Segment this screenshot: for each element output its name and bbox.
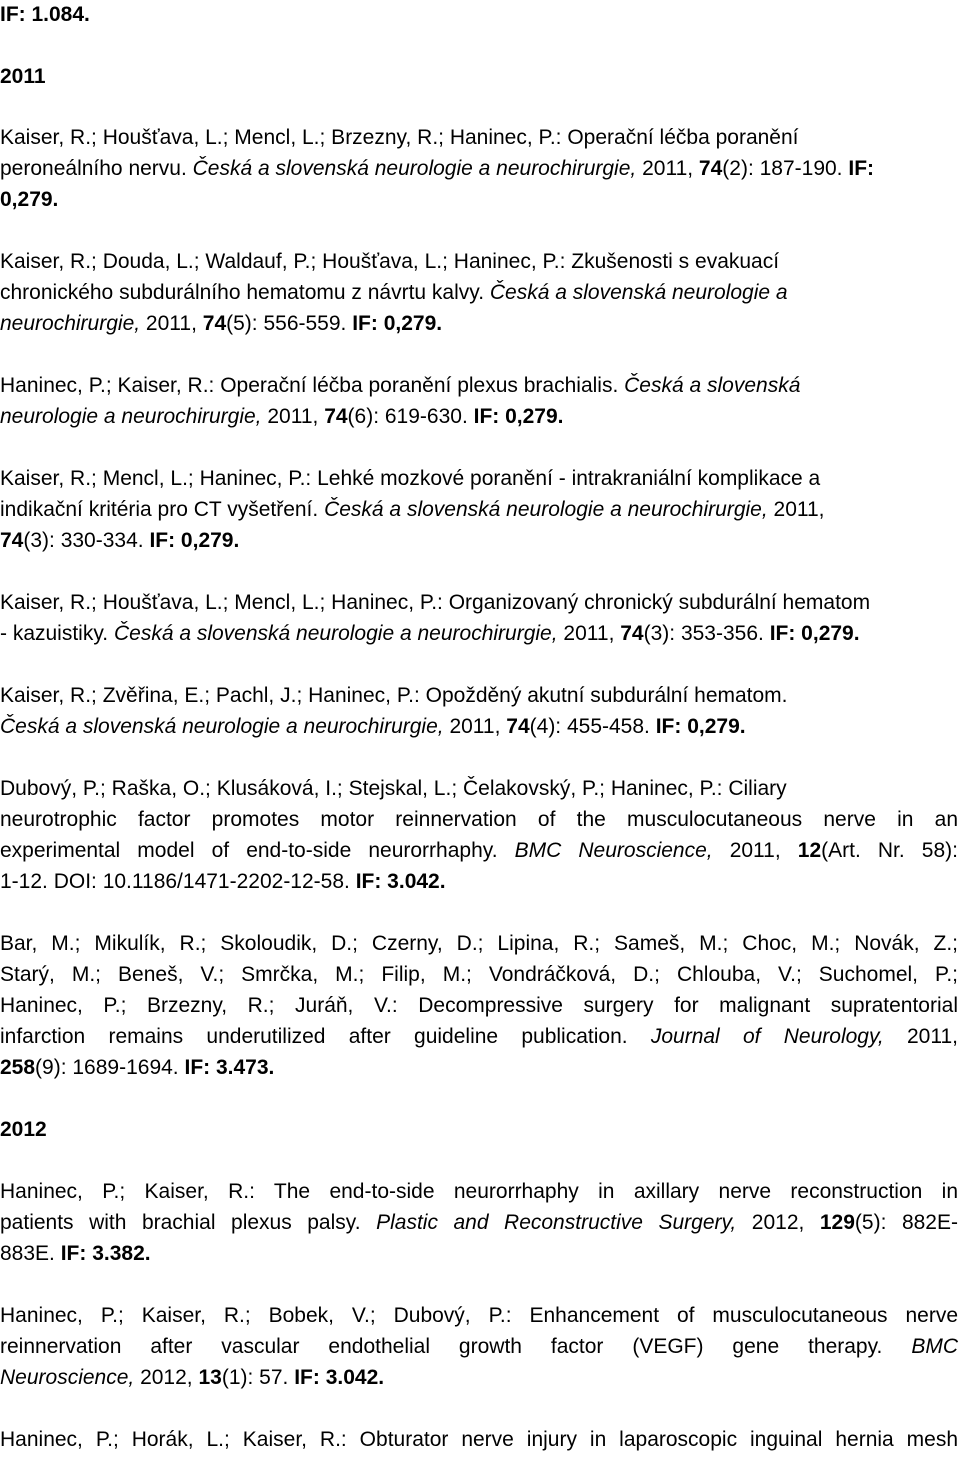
plain-text: 2012, <box>134 1366 199 1389</box>
plain-text: Haninec, P.; Kaiser, R.: Operační léčba poranění plexus brachialis. <box>0 374 625 397</box>
text-line <box>0 249 779 275</box>
bold-text: 74 <box>324 405 348 428</box>
plain-text: (6): 619-630. <box>347 405 474 428</box>
bold-text: IF: 0,279. <box>352 312 443 335</box>
bold-text: 74 <box>0 529 24 552</box>
plain-text: (5): 882E- <box>854 1211 958 1234</box>
text-line <box>0 1117 47 1143</box>
plain-text: indikační kritéria pro CT vyšetření. <box>0 498 325 521</box>
bold-text: IF: 3.473. <box>184 1056 275 1079</box>
plain-text: (1): 57. <box>221 1366 295 1389</box>
plain-text: (Art. Nr. 58): <box>821 839 958 862</box>
plain-text: Kaiser, R.; Houšťava, L.; Mencl, L.; Haninec, P.: Organizovaný chronický subdurální hematom <box>0 591 871 614</box>
italic-text: Česká a slovenská neurologie a neurochirurgie, <box>192 157 637 180</box>
text-line <box>0 1179 958 1205</box>
text-line <box>0 156 874 182</box>
bold-text: 0,279. <box>0 188 59 211</box>
bold-text: 74 <box>506 715 530 738</box>
bold-text: IF: 3.042. <box>355 870 446 893</box>
bold-text: IF: 0,279. <box>149 529 240 552</box>
text-line <box>0 993 958 1019</box>
plain-text: 2011, <box>443 715 507 738</box>
text-line <box>0 807 958 833</box>
bold-text: 13 <box>198 1366 222 1389</box>
plain-text: 2011, <box>767 498 825 521</box>
text-line <box>0 2 90 28</box>
text-line <box>0 187 58 213</box>
text-line <box>0 714 746 740</box>
text-line <box>0 962 958 988</box>
plain-text: experimental model of end-to-side neurorrhaphy. <box>0 839 515 862</box>
bold-text: 258 <box>0 1056 36 1079</box>
text-line <box>0 1303 958 1329</box>
plain-text: peroneálního nervu. <box>0 157 193 180</box>
italic-text: Česká a slovenská neurologie a <box>489 281 788 304</box>
plain-text: Kaiser, R.; Houšťava, L.; Mencl, L.; Brzezny, R.; Haninec, P.: Operační léčba poranění <box>0 126 799 149</box>
text-line <box>0 1210 958 1236</box>
text-line <box>0 125 799 151</box>
plain-text: 2011, <box>261 405 325 428</box>
plain-text: - kazuistiky. <box>0 622 114 645</box>
text-line <box>0 497 825 523</box>
plain-text: Kaiser, R.; Douda, L.; Waldauf, P.; Houšťava, L.; Haninec, P.: Zkušenosti s evakuací <box>0 250 780 273</box>
plain-text: 1-12. DOI: 10.1186/1471-2202-12-58. <box>0 870 356 893</box>
plain-text: chronického subdurálního hematomu z návrtu kalvy. <box>0 281 490 304</box>
italic-text: Journal of Neurology, <box>650 1025 884 1048</box>
text-line <box>0 838 958 864</box>
italic-text: Česká a slovenská <box>624 374 801 397</box>
bold-text: 129 <box>819 1211 855 1234</box>
text-line <box>0 869 446 895</box>
bold-text: 2011 <box>0 65 46 88</box>
plain-text: Haninec, P.; Brzezny, R.; Juráň, V.: Decompressive surgery for malignant supratentorial <box>0 994 958 1017</box>
text-line <box>0 1427 958 1453</box>
plain-text: (2): 187-190. <box>722 157 849 180</box>
plain-text: (3): 330-334. <box>23 529 150 552</box>
plain-text: neurotrophic factor promotes motor reinnervation of the musculocutaneous nerve in an <box>0 808 958 831</box>
plain-text: 2012, <box>736 1211 820 1234</box>
text-line <box>0 64 46 90</box>
plain-text: 2011, <box>140 312 203 335</box>
italic-text: Česká a slovenská neurologie a neurochirurgie, <box>324 498 768 521</box>
plain-text: (3): 353-356. <box>643 622 770 645</box>
plain-text: 2011, <box>636 157 699 180</box>
plain-text: 2011, <box>557 622 621 645</box>
text-line <box>0 1024 958 1050</box>
text-line <box>0 621 860 647</box>
italic-text: neurochirurgie, <box>0 312 141 335</box>
bold-text: IF: 0,279. <box>769 622 860 645</box>
plain-text: patients with brachial plexus palsy. <box>0 1211 377 1234</box>
bold-text: IF: 1.084. <box>0 3 90 26</box>
plain-text: (4): 455-458. <box>529 715 656 738</box>
plain-text: Kaiser, R.; Mencl, L.; Haninec, P.: Lehké mozkové poranění - intrakraniální komplikace a <box>0 467 821 490</box>
bold-text: 12 <box>797 839 822 862</box>
bold-text: 74 <box>202 312 227 335</box>
text-line <box>0 1334 958 1360</box>
plain-text: 883E. <box>0 1242 61 1265</box>
text-line <box>0 466 820 492</box>
bold-text: IF: <box>848 157 875 180</box>
italic-text: Česká a slovenská neurologie a neurochirurgie, <box>113 622 558 645</box>
text-line <box>0 404 564 430</box>
text-line <box>0 683 788 709</box>
bold-text: 74 <box>698 157 723 180</box>
text-line <box>0 528 239 554</box>
text-line <box>0 590 870 616</box>
text-line <box>0 1365 384 1391</box>
text-line <box>0 931 958 957</box>
text-line <box>0 1241 151 1267</box>
plain-text: Haninec, P.; Kaiser, R.: The end-to-side neurorrhaphy in axillary nerve reconstruction in <box>0 1180 958 1203</box>
plain-text: Haninec, P.; Kaiser, R.; Bobek, V.; Dubový, P.: Enhancement of musculocutaneous nerve <box>0 1304 958 1327</box>
plain-text: 2011, <box>883 1025 958 1048</box>
plain-text: Dubový, P.; Raška, O.; Klusáková, I.; Stejskal, L.; Čelakovský, P.; Haninec, P.: Ciliary <box>0 777 787 800</box>
bold-text: 74 <box>620 622 644 645</box>
plain-text: (5): 556-559. <box>226 312 353 335</box>
text-line <box>0 776 787 802</box>
bold-text: IF: 0,279. <box>473 405 564 428</box>
plain-text: reinnervation after vascular endothelial growth factor (VEGF) gene therapy. <box>0 1335 912 1358</box>
text-line <box>0 373 800 399</box>
italic-text: Česká a slovenská neurologie a neurochirurgie, <box>0 715 444 738</box>
bold-text: IF: 3.382. <box>60 1242 151 1265</box>
text-line <box>0 280 788 306</box>
italic-text: BMC Neuroscience, <box>514 839 713 862</box>
plain-text: 2011, <box>712 839 798 862</box>
text-line <box>0 1055 274 1081</box>
text-line <box>0 311 442 337</box>
plain-text: (9): 1689-1694. <box>35 1056 185 1079</box>
bold-text: IF: 3.042. <box>294 1366 385 1389</box>
bold-text: IF: 0,279. <box>655 715 746 738</box>
plain-text: Starý, M.; Beneš, V.; Smrčka, M.; Filip, M.; Vondráčková, D.; Chlouba, V.; Suchomel, P.; <box>0 963 958 986</box>
italic-text: neurologie a neurochirurgie, <box>0 405 262 428</box>
plain-text: infarction remains underutilized after guideline publication. <box>0 1025 651 1048</box>
italic-text: Neuroscience, <box>0 1366 135 1389</box>
italic-text: BMC <box>911 1335 958 1358</box>
plain-text: Kaiser, R.; Zvěřina, E.; Pachl, J.; Haninec, P.: Opožděný akutní subdurální hematom. <box>0 684 788 707</box>
italic-text: Plastic and Reconstructive Surgery, <box>376 1211 737 1234</box>
plain-text: Haninec, P.; Horák, L.; Kaiser, R.: Obturator nerve injury in laparoscopic inguinal hernia mesh <box>0 1428 958 1451</box>
bold-text: 2012 <box>0 1118 47 1141</box>
plain-text: Bar, M.; Mikulík, R.; Skoloudik, D.; Czerny, D.; Lipina, R.; Sameš, M.; Choc, M.; Novák, Z.; <box>0 932 958 955</box>
